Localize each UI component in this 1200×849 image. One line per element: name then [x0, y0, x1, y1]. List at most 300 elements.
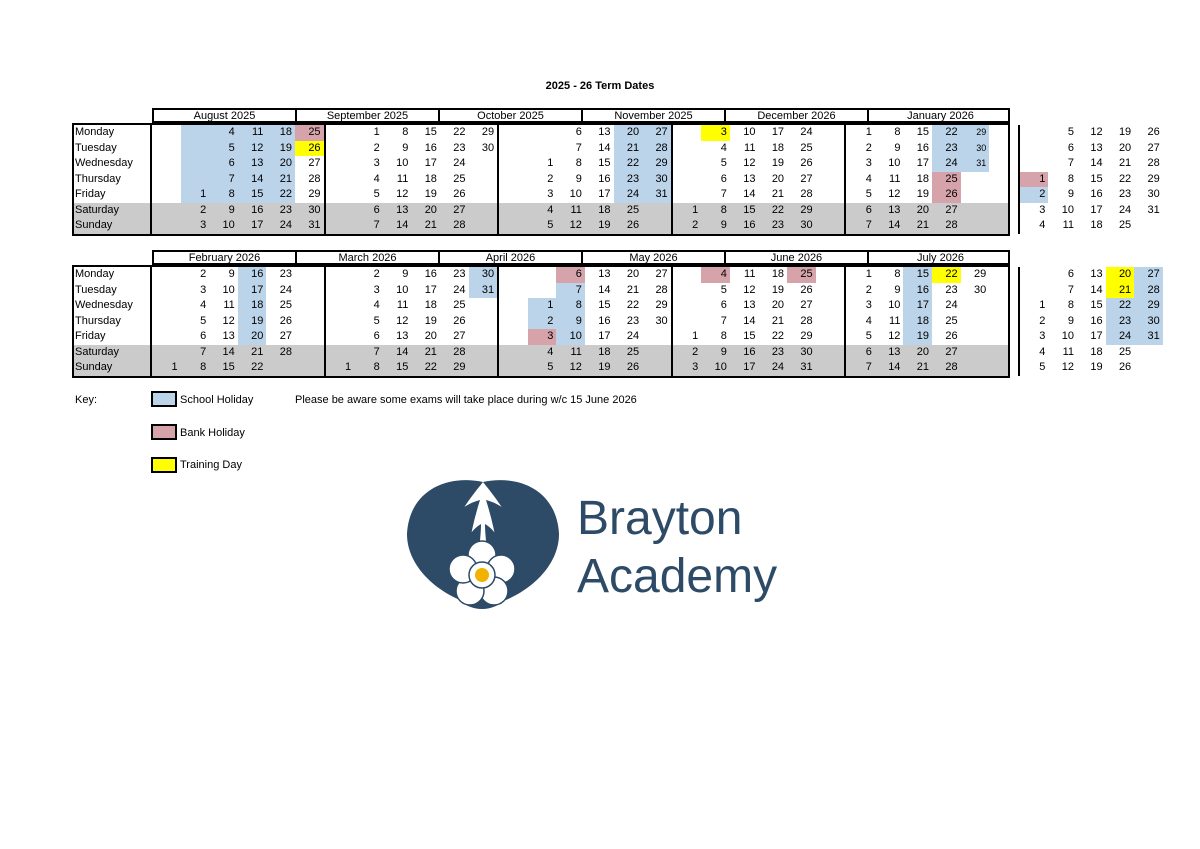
date-cell: 11 — [396, 299, 409, 311]
date-cell — [1163, 218, 1192, 234]
date-cell: 4 — [547, 345, 554, 358]
date-cell: 11 — [744, 268, 756, 280]
date-cell: 20 — [614, 125, 643, 141]
date-cell: 30 — [973, 283, 987, 296]
date-cell: 5 — [373, 188, 380, 200]
date-cell — [1163, 141, 1192, 157]
date-cell: 10 — [569, 188, 582, 200]
date-cell — [326, 298, 355, 314]
date-cell — [961, 218, 990, 234]
date-cell: 7 — [865, 219, 872, 231]
date-cell: 26 — [295, 141, 324, 157]
date-cell: 25 — [945, 314, 958, 327]
month-column — [499, 298, 673, 314]
date-cell — [499, 218, 528, 234]
date-cell — [642, 345, 671, 361]
date-cell: 4 — [701, 267, 730, 283]
date-cell: 12 — [569, 219, 582, 231]
school-holiday-label: School Holiday — [180, 394, 254, 406]
date-cell — [152, 172, 181, 188]
date-cell: 19 — [1118, 126, 1132, 138]
date-cell: 13 — [888, 345, 901, 358]
date-cell: 28 — [453, 345, 466, 358]
date-cell — [326, 283, 355, 299]
calendar-block-1 — [72, 108, 1160, 236]
date-cell: 11 — [1062, 345, 1074, 358]
date-cell: 12 — [396, 188, 409, 200]
date-cell — [961, 298, 990, 314]
date-cell — [989, 360, 1018, 376]
date-cell: 14 — [396, 345, 409, 358]
date-cell: 5 — [200, 314, 207, 327]
date-cell — [469, 156, 498, 172]
date-cell: 10 — [1061, 203, 1074, 216]
date-cell — [961, 187, 990, 203]
date-cell: 15 — [598, 299, 611, 311]
date-cell: 12 — [1090, 126, 1103, 138]
date-cell — [642, 218, 671, 234]
month-column — [152, 172, 326, 188]
date-cell: 29 — [481, 126, 495, 138]
date-cell: 6 — [720, 299, 727, 311]
date-cell: 6 — [373, 203, 380, 216]
date-cell: 22 — [771, 203, 785, 216]
date-cell — [816, 156, 845, 172]
month-column — [499, 283, 673, 299]
date-cell: 29 — [655, 299, 668, 311]
date-cell: 8 — [894, 126, 901, 138]
month-column — [673, 360, 847, 376]
date-cell: 6 — [373, 330, 380, 342]
date-cell: 28 — [655, 283, 668, 296]
month-header: September 2025 — [297, 110, 440, 121]
date-cell: 2 — [865, 283, 872, 296]
date-cell: 19 — [266, 141, 295, 157]
date-cell — [326, 156, 355, 172]
date-cell — [816, 172, 845, 188]
date-cell: 17 — [1090, 203, 1103, 216]
month-column — [326, 203, 500, 219]
date-cell: 9 — [402, 268, 409, 280]
date-cell: 6 — [865, 203, 872, 216]
date-cell: 27 — [453, 330, 466, 342]
date-cell: 3 — [528, 329, 557, 345]
date-cell — [961, 172, 990, 188]
date-cell: 13 — [598, 268, 611, 280]
month-column — [499, 125, 673, 141]
date-cell: 6 — [720, 172, 727, 185]
date-cell: 17 — [238, 283, 267, 299]
date-cell: 19 — [424, 188, 437, 200]
date-cell — [266, 360, 295, 376]
date-cell — [326, 329, 355, 345]
date-cell: 23 — [771, 345, 785, 358]
date-cell: 22 — [932, 125, 961, 141]
date-cell: 2 — [373, 268, 380, 280]
date-cell: 4 — [373, 299, 380, 311]
date-cell: 14 — [743, 188, 756, 200]
date-cell: 14 — [888, 219, 901, 231]
date-cell: 15 — [903, 267, 932, 283]
month-column — [499, 314, 673, 330]
date-cell: 16 — [251, 203, 264, 216]
date-cell: 23 — [279, 268, 292, 280]
date-cell: 1 — [181, 187, 210, 203]
date-cell: 3 — [1039, 330, 1046, 342]
date-cell: 6 — [865, 345, 872, 358]
date-cell: 13 — [888, 203, 901, 216]
month-column — [846, 125, 1020, 141]
month-column — [1020, 187, 1192, 203]
date-cell — [152, 329, 181, 345]
date-cell: 22 — [251, 361, 264, 373]
date-cell — [181, 125, 210, 141]
date-cell: 2 — [200, 203, 207, 216]
date-cell: 15 — [222, 361, 235, 373]
date-cell: 27 — [1134, 267, 1163, 283]
date-cell: 23 — [453, 268, 466, 280]
month-column — [1020, 218, 1192, 234]
day-name: Thursday — [74, 314, 152, 330]
date-cell: 15 — [743, 330, 756, 342]
date-cell: 18 — [771, 141, 785, 154]
date-cell: 13 — [238, 156, 267, 172]
date-cell: 20 — [916, 345, 930, 358]
day-name: Tuesday — [74, 283, 152, 299]
date-cell: 5 — [1067, 126, 1074, 138]
month-column — [326, 187, 500, 203]
date-cell: 7 — [200, 345, 207, 358]
date-cell — [1163, 283, 1192, 299]
date-cell — [1163, 125, 1192, 141]
date-cell — [989, 172, 1018, 188]
date-cell: 2 — [692, 219, 699, 231]
date-cell: 23 — [945, 283, 958, 296]
month-column — [152, 283, 326, 299]
date-cell: 11 — [570, 345, 582, 358]
date-cell: 25 — [453, 299, 466, 311]
date-cell: 2 — [865, 141, 872, 154]
date-cell: 18 — [903, 314, 932, 330]
training-day-label: Training Day — [180, 459, 242, 471]
date-cell — [469, 345, 498, 361]
date-cell: 18 — [1090, 219, 1103, 231]
date-cell: 7 — [720, 188, 727, 200]
date-cell — [673, 314, 702, 330]
date-cell: 23 — [614, 172, 643, 188]
date-cell: 8 — [200, 361, 207, 373]
date-cell — [152, 345, 181, 361]
day-name: Tuesday — [74, 141, 152, 157]
date-cell: 28 — [800, 314, 813, 327]
date-cell: 2 — [200, 268, 207, 280]
week-row — [74, 345, 1132, 361]
date-cell: 18 — [1090, 345, 1103, 358]
date-cell: 10 — [743, 126, 756, 138]
date-cell: 24 — [1106, 329, 1135, 345]
date-cell: 4 — [865, 172, 872, 185]
month-column — [499, 141, 673, 157]
date-cell — [673, 298, 702, 314]
date-cell: 29 — [800, 203, 813, 216]
date-cell: 21 — [1118, 157, 1132, 169]
date-cell — [989, 283, 1018, 299]
date-cell — [295, 345, 324, 361]
date-cell: 24 — [614, 187, 643, 203]
date-cell: 3 — [200, 219, 207, 231]
date-cell — [326, 267, 355, 283]
date-cell: 8 — [720, 330, 727, 342]
month-column — [326, 329, 500, 345]
date-cell: 26 — [453, 188, 466, 200]
date-cell: 26 — [1118, 361, 1132, 373]
day-name: Thursday — [74, 172, 152, 188]
date-cell: 9 — [1067, 188, 1074, 200]
date-cell — [961, 314, 990, 330]
date-cell: 21 — [771, 314, 785, 327]
date-cell: 21 — [1106, 283, 1135, 299]
date-cell: 26 — [1147, 126, 1160, 138]
month-column — [673, 141, 847, 157]
date-cell — [295, 267, 324, 283]
month-column — [499, 329, 673, 345]
date-cell: 17 — [424, 157, 437, 169]
day-name: Saturday — [74, 345, 152, 361]
date-cell: 4 — [1039, 345, 1046, 358]
date-cell: 1 — [1020, 172, 1049, 188]
date-cell — [499, 203, 528, 219]
date-cell: 3 — [865, 299, 872, 311]
date-cell: 18 — [916, 172, 930, 185]
month-column — [152, 156, 326, 172]
date-cell: 27 — [453, 203, 466, 216]
date-cell: 12 — [238, 141, 267, 157]
date-cell: 3 — [1039, 203, 1046, 216]
day-name: Sunday — [74, 218, 152, 234]
month-column — [152, 218, 326, 234]
date-cell: 23 — [626, 314, 640, 327]
bank-holiday-label: Bank Holiday — [180, 427, 245, 439]
date-cell: 15 — [916, 126, 930, 138]
date-cell: 10 — [1061, 330, 1074, 342]
date-cell — [673, 141, 702, 157]
date-cell: 30 — [655, 314, 668, 327]
date-cell: 31 — [800, 361, 813, 373]
date-cell — [1020, 156, 1049, 172]
date-cell: 1 — [692, 330, 699, 342]
date-cell — [1134, 360, 1163, 376]
date-cell: 27 — [279, 330, 292, 342]
date-cell: 20 — [1106, 267, 1135, 283]
date-cell: 24 — [453, 283, 466, 296]
date-cell — [528, 125, 557, 141]
date-cell: 11 — [396, 172, 409, 185]
date-cell: 21 — [916, 219, 930, 231]
month-column — [846, 218, 1020, 234]
date-cell: 9 — [1067, 314, 1074, 327]
date-cell: 28 — [279, 345, 292, 358]
date-cell: 16 — [743, 345, 756, 358]
day-name: Monday — [74, 267, 152, 283]
date-cell: 28 — [945, 361, 958, 373]
date-cell: 8 — [209, 187, 238, 203]
date-cell: 29 — [973, 268, 987, 280]
date-cell — [1134, 218, 1163, 234]
date-cell: 5 — [547, 361, 554, 373]
date-cell — [499, 267, 528, 283]
date-cell — [152, 314, 181, 330]
date-cell: 17 — [424, 283, 437, 296]
date-cell: 6 — [209, 156, 238, 172]
date-cell: 13 — [743, 172, 756, 185]
date-cell: 6 — [575, 126, 582, 138]
month-column — [1020, 329, 1192, 345]
date-cell — [152, 267, 181, 283]
date-cell: 23 — [1106, 314, 1135, 330]
training-day-swatch — [151, 457, 177, 473]
logo-line-2: Academy — [577, 550, 778, 603]
date-cell — [816, 329, 845, 345]
date-cell: 16 — [1090, 314, 1103, 327]
date-cell: 11 — [1062, 219, 1074, 231]
date-cell: 30 — [481, 141, 495, 154]
date-cell: 6 — [1067, 268, 1074, 280]
date-cell: 4 — [373, 172, 380, 185]
month-column — [846, 203, 1020, 219]
date-cell: 9 — [556, 314, 585, 330]
date-cell — [816, 345, 845, 361]
month-column — [846, 141, 1020, 157]
month-column — [499, 360, 673, 376]
date-cell — [499, 298, 528, 314]
date-cell: 26 — [932, 187, 961, 203]
date-cell: 29 — [642, 156, 671, 172]
date-cell: 21 — [424, 345, 437, 358]
date-cell — [469, 314, 498, 330]
month-column — [326, 360, 500, 376]
date-cell: 7 — [1067, 157, 1074, 169]
date-cell: 14 — [888, 361, 901, 373]
date-cell: 7 — [373, 345, 380, 358]
date-cell: 19 — [424, 314, 437, 327]
date-cell: 4 — [865, 314, 872, 327]
date-cell — [1163, 298, 1192, 314]
date-cell: 24 — [771, 361, 785, 373]
date-cell: 31 — [469, 283, 498, 299]
day-name: Friday — [74, 329, 152, 345]
month-column — [1020, 141, 1192, 157]
month-column — [1020, 345, 1192, 361]
month-header: December 2026 — [726, 110, 869, 121]
logo-line-1: Brayton — [577, 492, 743, 545]
month-headers — [152, 250, 1010, 265]
week-row — [74, 283, 1160, 299]
date-cell: 3 — [373, 157, 380, 169]
date-cell: 15 — [743, 203, 756, 216]
date-cell: 22 — [266, 187, 295, 203]
date-cell: 4 — [200, 299, 207, 311]
date-cell: 12 — [396, 314, 409, 327]
month-column — [1020, 125, 1192, 141]
week-row — [74, 314, 1160, 330]
date-cell — [642, 360, 671, 376]
date-cell: 28 — [642, 141, 671, 157]
month-column — [326, 298, 500, 314]
date-cell: 23 — [279, 203, 292, 216]
date-cell: 20 — [771, 299, 785, 311]
date-cell: 24 — [279, 219, 292, 231]
date-cell: 25 — [1118, 219, 1132, 231]
date-cell: 13 — [396, 330, 409, 342]
date-cell — [816, 360, 845, 376]
date-cell: 8 — [556, 298, 585, 314]
date-cell: 28 — [1147, 157, 1160, 169]
date-cell — [1163, 360, 1192, 376]
date-cell: 14 — [1090, 157, 1103, 169]
month-column — [326, 125, 500, 141]
date-cell: 14 — [222, 345, 235, 358]
date-cell — [1163, 267, 1192, 283]
date-cell — [326, 203, 355, 219]
date-cell: 31 — [961, 156, 990, 172]
date-cell: 11 — [889, 314, 901, 327]
date-cell: 25 — [453, 172, 466, 185]
date-cell: 1 — [373, 126, 380, 138]
date-cell: 20 — [424, 330, 437, 342]
date-cell: 27 — [945, 345, 958, 358]
date-cell: 5 — [1039, 361, 1046, 373]
date-cell: 17 — [1090, 330, 1103, 342]
month-column — [846, 314, 1020, 330]
date-cell — [469, 298, 498, 314]
month-column — [1020, 298, 1192, 314]
date-cell: 17 — [251, 219, 264, 231]
date-cell: 24 — [279, 283, 292, 296]
date-cell: 7 — [575, 141, 582, 154]
date-cell — [1134, 345, 1163, 361]
date-cell: 31 — [1134, 329, 1163, 345]
month-column — [846, 345, 1020, 361]
date-cell: 17 — [743, 361, 756, 373]
date-cell: 28 — [800, 188, 813, 200]
date-cell — [989, 329, 1018, 345]
month-column — [499, 187, 673, 203]
date-cell — [816, 141, 845, 157]
month-column — [326, 141, 500, 157]
date-cell — [816, 314, 845, 330]
month-column — [326, 345, 500, 361]
date-cell: 22 — [424, 361, 437, 373]
month-column — [326, 267, 500, 283]
month-column — [152, 345, 326, 361]
date-cell: 16 — [1090, 188, 1103, 200]
week-row — [74, 187, 1160, 203]
date-cell — [326, 141, 355, 157]
date-cell — [499, 141, 528, 157]
date-cell: 17 — [598, 188, 611, 200]
date-cell: 31 — [1147, 203, 1160, 216]
date-cell — [181, 141, 210, 157]
date-cell: 14 — [238, 172, 267, 188]
date-cell: 23 — [1118, 188, 1132, 200]
date-cell: 5 — [865, 188, 872, 200]
month-column — [846, 329, 1020, 345]
date-cell: 3 — [701, 125, 730, 141]
date-cell: 9 — [228, 268, 235, 280]
date-cell: 26 — [626, 361, 640, 373]
week-row — [74, 203, 1160, 219]
date-cell: 27 — [642, 125, 671, 141]
